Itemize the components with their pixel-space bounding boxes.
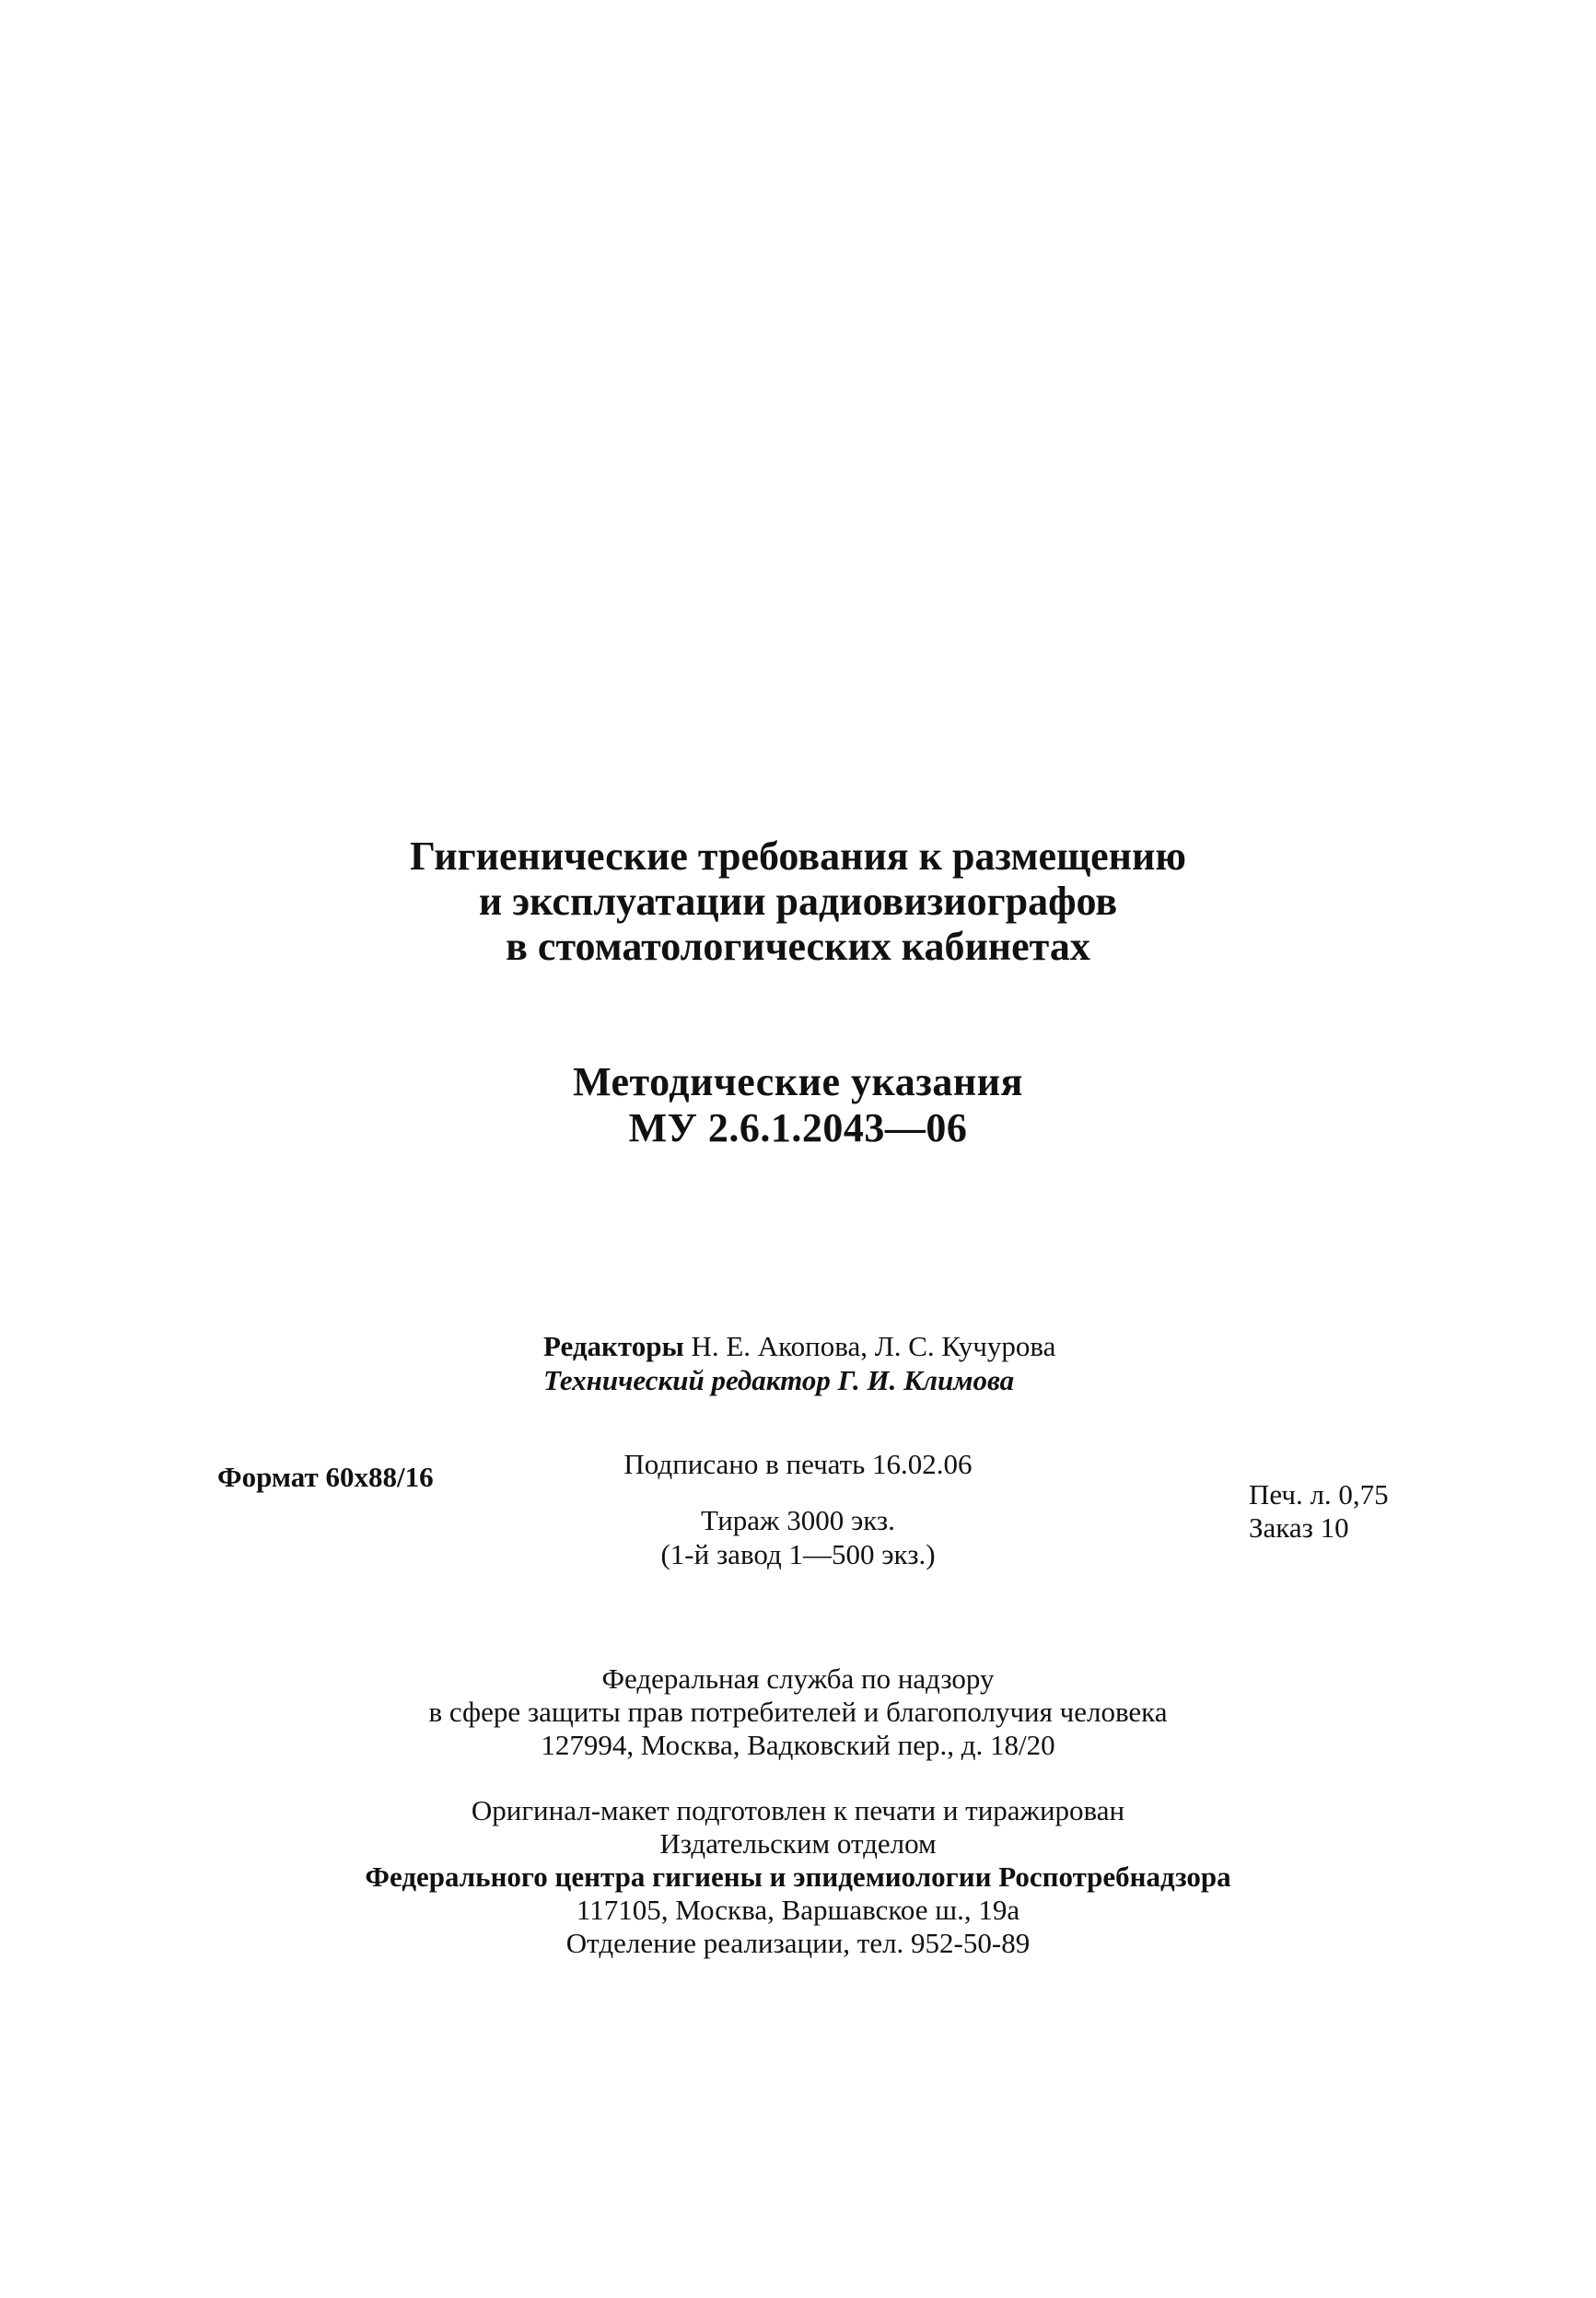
title-line-2: и эксплуатации радиовизиографов bbox=[478, 879, 1118, 924]
original-line-2: Издательским отделом bbox=[659, 1827, 937, 1860]
order-number: Заказ 10 bbox=[1249, 1511, 1349, 1544]
subtitle-type: Методические указания bbox=[573, 1059, 1023, 1104]
print-sheets: Печ. л. 0,75 bbox=[1249, 1478, 1389, 1511]
publisher-line-2: в сфере защиты прав потребителей и благополучия человека bbox=[428, 1696, 1168, 1728]
original-address: 117105, Москва, Варшавское ш., 19а bbox=[576, 1894, 1020, 1926]
document-subtitle bbox=[0, 1059, 1596, 1151]
document-title bbox=[0, 834, 1596, 969]
print-details bbox=[1249, 1478, 1389, 1545]
tech-editor: Технический редактор Г. И. Климова bbox=[543, 1364, 1015, 1396]
sales-department: Отделение реализации, тел. 952-50-89 bbox=[565, 1927, 1031, 1959]
publisher-block bbox=[0, 1662, 1596, 1762]
signed-date: Подписано в печать 16.02.06 bbox=[623, 1448, 973, 1480]
editors-line bbox=[543, 1329, 1055, 1363]
publisher-line-1: Федеральная служба по надзору bbox=[601, 1662, 995, 1695]
title-line-1: Гигиенические требования к размещению bbox=[409, 834, 1186, 879]
subtitle-code: МУ 2.6.1.2043—06 bbox=[628, 1105, 968, 1150]
editors-names: Н. Е. Акопова, Л. С. Кучурова bbox=[691, 1330, 1056, 1362]
editors-label: Редакторы bbox=[543, 1330, 684, 1362]
publisher-address: 127994, Москва, Вадковский пер., д. 18/20 bbox=[541, 1729, 1055, 1761]
first-batch: (1-й завод 1—500 экз.) bbox=[660, 1538, 936, 1570]
title-line-3: в стоматологических кабинетах bbox=[506, 924, 1090, 969]
original-line-3: Федерального центра гигиены и эпидемиологии Роспотребнадзора bbox=[365, 1861, 1231, 1893]
original-line-1: Оригинал-макет подготовлен к печати и тиражирован bbox=[471, 1794, 1125, 1826]
original-layout-block bbox=[0, 1794, 1596, 1960]
print-run: Тираж 3000 экз. bbox=[701, 1504, 895, 1536]
editors-block bbox=[543, 1329, 1055, 1397]
paper-format: Формат 60х88/16 bbox=[217, 1461, 434, 1493]
